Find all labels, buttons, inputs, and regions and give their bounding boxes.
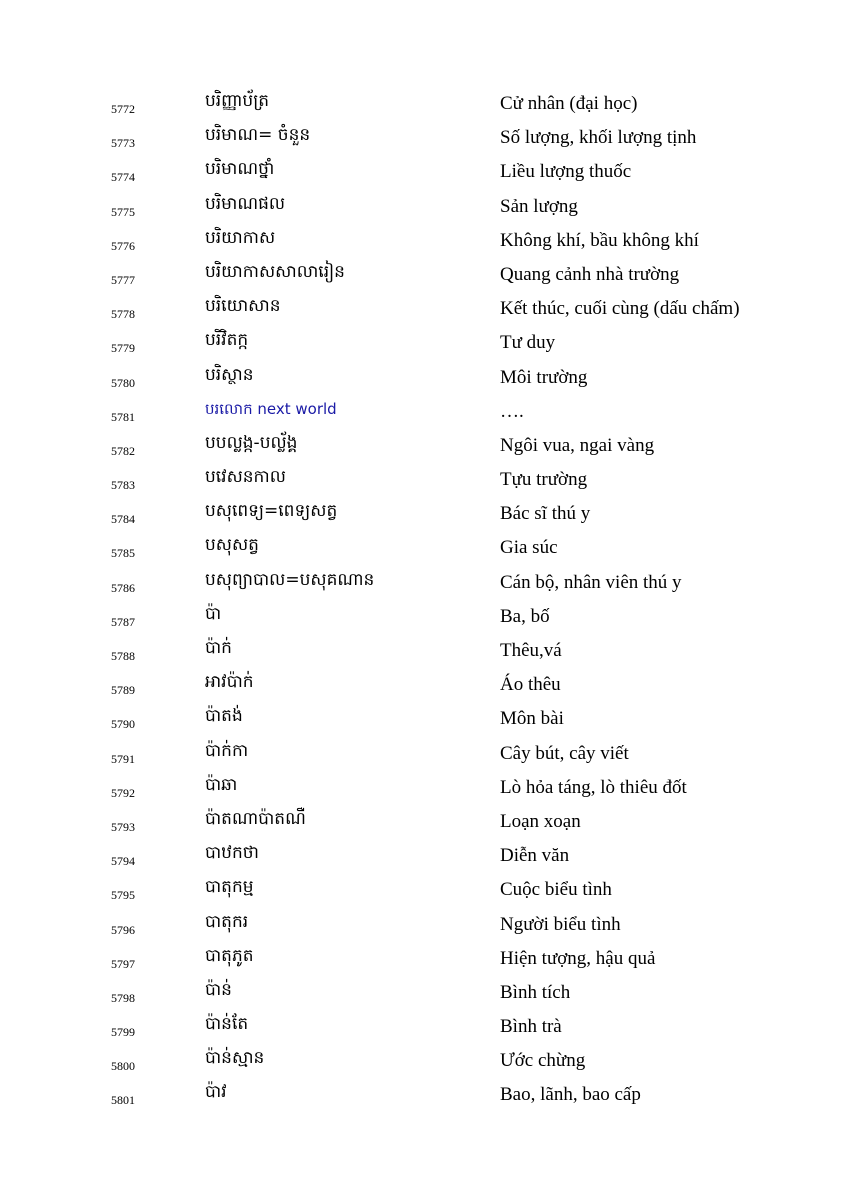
- entry-khmer: ប៉ាន់ស្មាន: [205, 1048, 265, 1069]
- entry-vietnamese: Ngôi vua, ngai vàng: [500, 434, 655, 456]
- entry-khmer: ប៉ាន់: [205, 979, 232, 1000]
- entry-vietnamese: Ước chừng: [500, 1050, 586, 1072]
- entry-number: 5786: [111, 580, 135, 595]
- entry-vietnamese: Bác sĩ thú y: [500, 503, 591, 525]
- entry-number: 5781: [111, 409, 135, 424]
- entry-vietnamese: Cán bộ, nhân viên thú y: [500, 571, 682, 593]
- entry-number: 5800: [111, 1059, 135, 1074]
- entry-khmer: បរិមាណផល: [205, 193, 286, 214]
- entry-number: 5779: [111, 341, 135, 356]
- entry-row: [0, 565, 848, 599]
- entry-row: [0, 530, 848, 564]
- entry-vietnamese: Ba, bố: [500, 605, 550, 627]
- entry-number: 5793: [111, 819, 135, 834]
- entry-vietnamese: Gia súc: [500, 537, 558, 559]
- entry-row: [0, 1043, 848, 1077]
- entry-row: [0, 872, 848, 906]
- entry-number: 5784: [111, 512, 135, 527]
- entry-vietnamese: Loạn xoạn: [500, 810, 581, 832]
- entry-row: [0, 86, 848, 120]
- entry-vietnamese: Cây bút, cây viết: [500, 742, 629, 764]
- entry-number: 5775: [111, 204, 135, 219]
- entry-number: 5794: [111, 854, 135, 869]
- entry-khmer: បសុពេទ្យ=ពេទ្យសត្វ: [205, 501, 338, 522]
- entry-row: [0, 154, 848, 188]
- entry-vietnamese: Không khí, bầu không khí: [500, 229, 699, 251]
- entry-vietnamese: Sản lượng: [500, 195, 578, 217]
- entry-row: [0, 360, 848, 394]
- entry-row: [0, 941, 848, 975]
- entry-vietnamese: Kết thúc, cuối cùng (dấu chấm): [500, 298, 740, 320]
- entry-khmer: ប៉ាឆា: [205, 774, 238, 795]
- entry-number: 5780: [111, 375, 135, 390]
- entry-khmer: ប៉ាក់: [205, 638, 232, 658]
- entry-khmer: បាឋកថា: [205, 843, 259, 864]
- entry-row: [0, 770, 848, 804]
- entry-vietnamese: Người biểu tình: [500, 913, 621, 935]
- entry-number: 5774: [111, 170, 135, 185]
- entry-row: [0, 838, 848, 872]
- entry-khmer: បរលោក next world: [205, 399, 337, 418]
- entry-row: [0, 736, 848, 770]
- entry-khmer: បរិញ្ញាប័ត្រ: [205, 91, 270, 111]
- entry-khmer: ប៉ាន់តែ: [205, 1014, 249, 1035]
- entry-number: 5796: [111, 922, 135, 937]
- entry-row: [0, 189, 848, 223]
- entry-number: 5783: [111, 478, 135, 493]
- entry-khmer: បសុសត្វ: [205, 535, 259, 556]
- entry-khmer: បរិមាណ= ចំនួន: [205, 125, 311, 146]
- entry-vietnamese: Môi trường: [500, 366, 588, 388]
- entry-vietnamese: Liều lượng thuốc: [500, 161, 632, 183]
- entry-number: 5799: [111, 1025, 135, 1040]
- entry-row: [0, 667, 848, 701]
- entry-number: 5782: [111, 443, 135, 458]
- entry-vietnamese: Diễn văn: [500, 845, 570, 867]
- entry-khmer: បរិវិតក្ក: [205, 330, 249, 351]
- entry-row: [0, 907, 848, 941]
- entry-vietnamese: Số lượng, khối lượng tịnh: [500, 127, 697, 149]
- entry-khmer: បសុព្យាបាល=បសុគណាន: [205, 569, 375, 590]
- entry-row: [0, 428, 848, 462]
- entry-vietnamese: Bình trà: [500, 1016, 562, 1038]
- entry-vietnamese: Áo thêu: [500, 674, 561, 696]
- entry-row: [0, 223, 848, 257]
- entry-number: 5778: [111, 307, 135, 322]
- entry-number: 5801: [111, 1093, 135, 1108]
- entry-vietnamese: Cuộc biểu tình: [500, 879, 612, 901]
- entry-khmer: ប៉ាក់កា: [205, 740, 249, 761]
- entry-khmer: បាតុភូត: [205, 945, 254, 966]
- entry-khmer: បបល្លង្ក-បល្ល័ង្គ: [205, 432, 298, 453]
- entry-number: 5776: [111, 238, 135, 253]
- entry-row: [0, 257, 848, 291]
- entry-row: [0, 291, 848, 325]
- entry-number: 5772: [111, 102, 135, 116]
- entry-khmer: បាតុកម្ម: [205, 877, 254, 898]
- entry-row: [0, 975, 848, 1009]
- entry-khmer: ប៉ា: [205, 603, 222, 624]
- entry-number: 5790: [111, 717, 135, 732]
- entry-row: [0, 1077, 848, 1111]
- entry-number: 5792: [111, 785, 135, 800]
- entry-number: 5791: [111, 751, 135, 766]
- entry-row: [0, 462, 848, 496]
- entry-list: [0, 86, 848, 1112]
- entry-number: 5773: [111, 136, 135, 151]
- entry-vietnamese: Quang cảnh nhà trường: [500, 263, 680, 285]
- entry-row: [0, 120, 848, 154]
- entry-row: [0, 1009, 848, 1043]
- entry-khmer: បរិស្ថាន: [205, 364, 254, 385]
- entry-vietnamese: Hiện tượng, hậu quả: [500, 947, 656, 969]
- entry-number: 5795: [111, 888, 135, 903]
- entry-khmer: បរិយាកាស: [205, 227, 276, 248]
- entry-khmer: ប៉ាតង់: [205, 706, 243, 727]
- entry-khmer: ប៉ាវ: [205, 1082, 227, 1103]
- entry-number: 5789: [111, 683, 135, 698]
- entry-khmer: បរិយោសាន: [205, 296, 281, 317]
- entry-vietnamese: Tư duy: [500, 332, 556, 354]
- entry-khmer: បាតុករ: [205, 911, 249, 932]
- entry-vietnamese: Môn bài: [500, 708, 564, 730]
- entry-khmer: ប៉ាតណាប៉ាតណឺ: [205, 808, 306, 829]
- entry-vietnamese: ….: [500, 400, 524, 422]
- entry-vietnamese: Tựu trường: [500, 469, 588, 491]
- entry-row: [0, 496, 848, 530]
- entry-number: 5785: [111, 546, 135, 561]
- entry-row: [0, 599, 848, 633]
- entry-number: 5798: [111, 990, 135, 1005]
- entry-khmer: បរិមាណថ្នាំ: [205, 159, 275, 180]
- entry-vietnamese: Thêu,vá: [500, 640, 562, 661]
- entry-vietnamese: Lò hỏa táng, lò thiêu đốt: [500, 776, 687, 798]
- entry-khmer: អាវប៉ាក់: [205, 672, 254, 693]
- entry-row: [0, 701, 848, 735]
- entry-vietnamese: Bình tích: [500, 981, 571, 1003]
- entry-vietnamese: Cử nhân (đại học): [500, 93, 638, 114]
- entry-number: 5787: [111, 614, 135, 629]
- entry-row: [0, 804, 848, 838]
- entry-khmer: បវេសនកាល: [205, 467, 286, 488]
- entry-number: 5797: [111, 956, 135, 971]
- entry-row: [0, 325, 848, 359]
- entry-number: 5777: [111, 272, 135, 287]
- entry-vietnamese: Bao, lãnh, bao cấp: [500, 1084, 641, 1106]
- entry-khmer: បរិយាកាសសាលារៀន: [205, 261, 345, 282]
- entry-row: [0, 633, 848, 667]
- entry-row: [0, 394, 848, 428]
- entry-number: 5788: [111, 649, 135, 663]
